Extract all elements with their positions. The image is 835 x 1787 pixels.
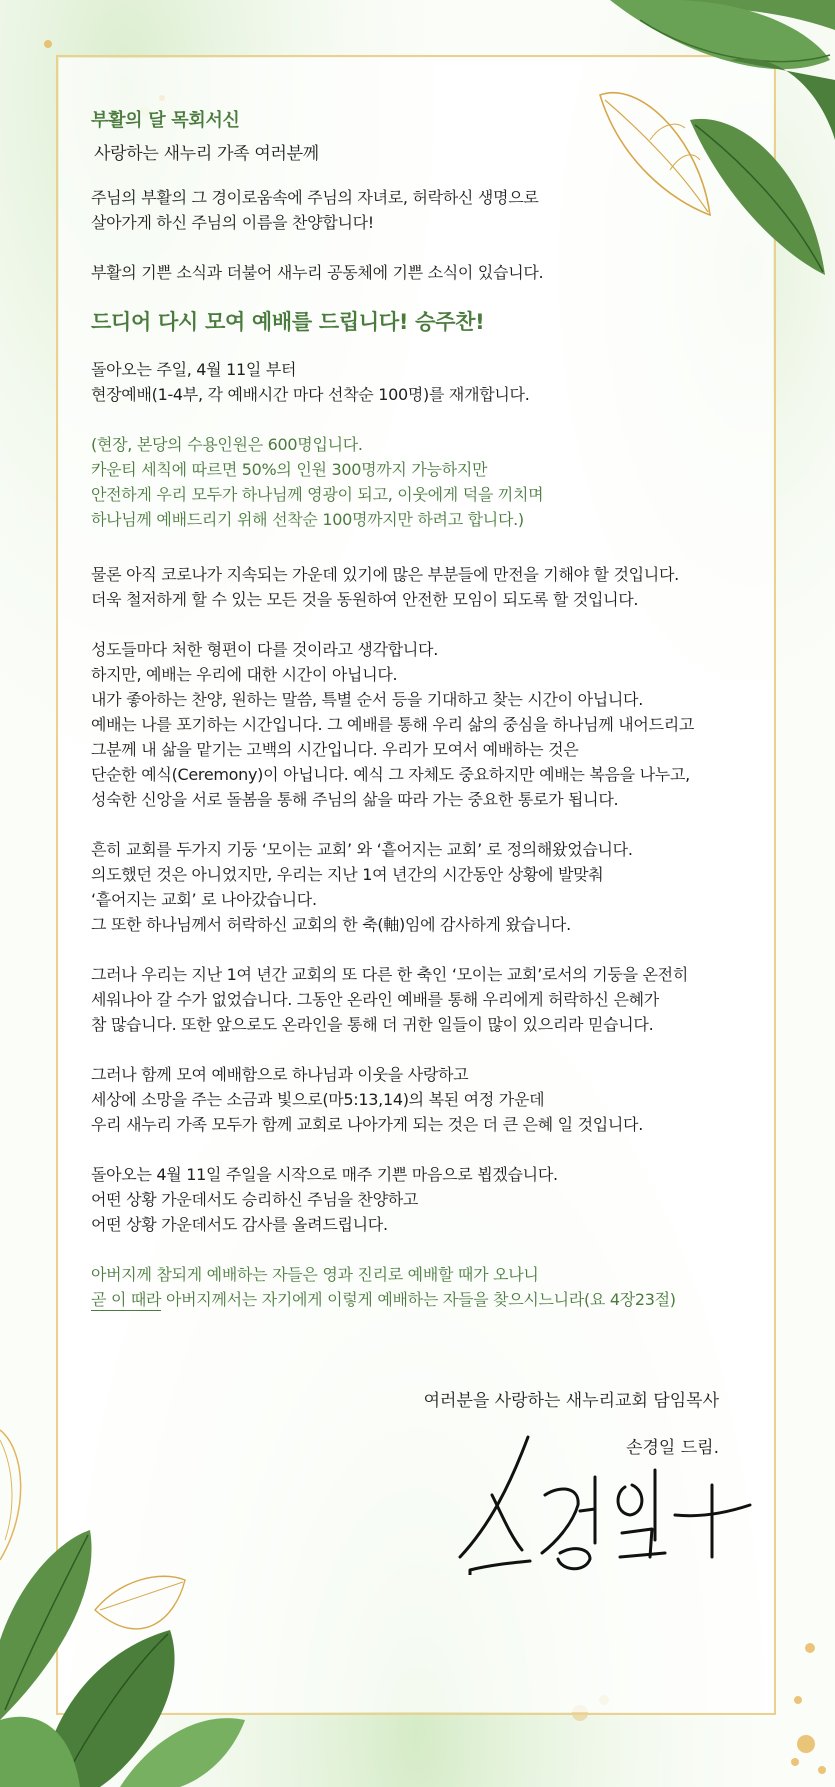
hope-paragraph bbox=[91, 1162, 781, 1237]
worship-paragraph bbox=[91, 637, 781, 812]
schedule-paragraph bbox=[91, 357, 781, 407]
bottom-left-leaves-decoration bbox=[0, 1420, 250, 1787]
pastoral-letter bbox=[91, 108, 781, 1337]
text-line: 안전하게 우리 모두가 하나님께 영광이 되고, 이웃에게 덕을 끼치며 bbox=[91, 485, 544, 504]
text-line: 의도했던 것은 아니었지만, 우리는 지난 1여 년간의 시간동안 상황에 발맞춰 bbox=[91, 865, 604, 884]
text-line: (현장, 본당의 수용인원은 600명입니다. bbox=[91, 435, 363, 454]
church-paragraph bbox=[91, 837, 781, 937]
from-line: 손경일 드림. bbox=[626, 1438, 719, 1458]
text-line: 살아가게 하신 주님의 이름을 찬양합니다! bbox=[91, 213, 374, 232]
text-line: 성숙한 신앙을 서로 돌봄을 통해 주님의 삶을 따라 가는 중요한 통로가 됩니다. bbox=[91, 790, 619, 809]
text-line: 참 많습니다. 또한 앞으로도 온라인을 통해 더 귀한 일들이 많이 있으리라 믿습니다. bbox=[91, 1015, 654, 1034]
text-line: 세워나아 갈 수가 없었습니다. 그동안 온라인 예배를 통해 우리에게 허락하신 은혜가 bbox=[91, 990, 659, 1009]
text-line: 현장예배(1-4부, 각 예배시간 마다 선착순 100명)를 재개합니다. bbox=[91, 385, 530, 404]
text-line: 주님의 부활의 그 경이로움속에 주님의 자녀로, 허락하신 생명으로 bbox=[91, 188, 539, 207]
underlined-phrase: 곧 이 때라 bbox=[91, 1290, 162, 1309]
news-paragraph bbox=[91, 260, 781, 285]
scripture-quote bbox=[91, 1262, 781, 1312]
text-line: ‘흩어지는 교회’ 로 나아갔습니다. bbox=[91, 890, 317, 909]
sender-line: 여러분을 사랑하는 새누리교회 담임목사 bbox=[423, 1391, 719, 1411]
together-paragraph bbox=[91, 1062, 781, 1137]
text-line: 돌아오는 주일, 4월 11일 부터 bbox=[91, 360, 297, 379]
scripture-rest: 아버지께서는 자기에게 이렇게 예배하는 자들을 찾으시느니라(요 4장23절) bbox=[161, 1290, 676, 1309]
text-line: 돌아오는 4월 11일 주일을 시작으로 매주 기쁜 마음으로 뵙겠습니다. bbox=[91, 1165, 558, 1184]
text-line: 그 또한 하나님께서 허락하신 교회의 한 축(軸)임에 감사하게 왔습니다. bbox=[91, 915, 571, 934]
capacity-note-paragraph bbox=[91, 432, 781, 532]
text-line: 성도들마다 처한 형편이 다를 것이라고 생각합니다. bbox=[91, 640, 438, 659]
text-line: 흔히 교회를 두가지 기둥 ‘모이는 교회’ 와 ‘흩어지는 교회’ 로 정의해왔었습니다. bbox=[91, 840, 633, 859]
online-paragraph bbox=[91, 962, 781, 1037]
text-line: 더욱 철저하게 할 수 있는 모든 것을 동원하여 안전한 모임이 되도록 할 것입니다. bbox=[91, 590, 639, 609]
text-line: 어떤 상황 가운데서도 승리하신 주님을 찬양하고 bbox=[91, 1190, 419, 1209]
letter-title: 부활의 달 목회서신 bbox=[91, 110, 240, 131]
text-line: 하지만, 예배는 우리에 대한 시간이 아닙니다. bbox=[91, 665, 398, 684]
text-line: 예배는 나를 포기하는 시간입니다. 그 예배를 통해 우리 삶의 중심을 하나님께 내어드리고 bbox=[91, 715, 695, 734]
text-line: 그러나 우리는 지난 1여 년간 교회의 또 다른 한 축인 ‘모이는 교회’로서의 기둥을 온전히 bbox=[91, 965, 688, 984]
text-line: 물론 아직 코로나가 지속되는 가운데 있기에 많은 부분들에 만전을 기해야 할 것입니다. bbox=[91, 565, 679, 584]
text-line: 세상에 소망을 주는 소금과 빛으로(마5:13,14)의 복된 여정 가운데 bbox=[91, 1090, 545, 1109]
text-line: 우리 새누리 가족 모두가 함께 교회로 나아가게 되는 것은 더 큰 은혜 일 것입니다. bbox=[91, 1115, 643, 1134]
headline: 드디어 다시 모여 예배를 드립니다! 승주찬! bbox=[91, 310, 485, 334]
intro-paragraph bbox=[91, 185, 781, 235]
text-line: 그분께 내 삶을 맡기는 고백의 시간입니다. 우리가 모여서 예배하는 것은 bbox=[91, 740, 579, 759]
handwritten-signature bbox=[450, 1425, 760, 1575]
text-line: 그러나 함께 모여 예배함으로 하나님과 이웃을 사랑하고 bbox=[91, 1065, 469, 1084]
covid-paragraph bbox=[91, 562, 781, 612]
text-line: 카운티 세칙에 따르면 50%의 인원 300명까지 가능하지만 bbox=[91, 460, 488, 479]
text-line: 부활의 기쁜 소식과 더불어 새누리 공동체에 기쁜 소식이 있습니다. bbox=[91, 263, 544, 282]
text-line bbox=[91, 1287, 781, 1312]
letter-greeting: 사랑하는 새누리 가족 여러분께 bbox=[94, 144, 319, 164]
text-line: 내가 좋아하는 찬양, 원하는 말씀, 특별 순서 등을 기대하고 찾는 시간이 아닙니다. bbox=[91, 690, 643, 709]
text-line: 단순한 예식(Ceremony)이 아닙니다. 예식 그 자체도 중요하지만 예배는 복음을 나누고, bbox=[91, 765, 690, 784]
text-line: 하나님께 예배드리기 위해 선착순 100명까지만 하려고 합니다.) bbox=[91, 510, 524, 529]
text-line: 어떤 상황 가운데서도 감사를 올려드립니다. bbox=[91, 1215, 388, 1234]
text-line: 아버지께 참되게 예배하는 자들은 영과 진리로 예배할 때가 오나니 bbox=[91, 1265, 539, 1284]
